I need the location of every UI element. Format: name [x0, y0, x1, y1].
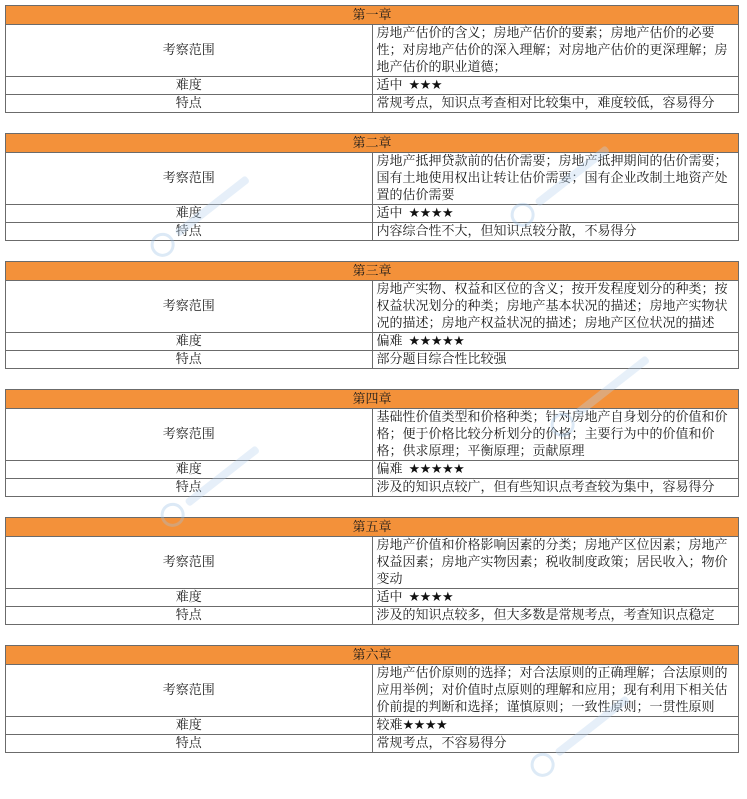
feature-value: 常规考点，不容易得分: [372, 735, 739, 753]
feature-value: 常规考点，知识点考查相对比较集中，难度较低，容易得分: [372, 95, 739, 113]
star-icon: ★: [408, 462, 420, 477]
difficulty-text: 偏难: [376, 334, 403, 349]
chapter-title: 第四章: [6, 390, 739, 409]
star-icon: ★: [441, 334, 454, 349]
feature-label: 特点: [6, 607, 373, 625]
difficulty-text: 较难: [376, 718, 403, 733]
difficulty-label: 难度: [6, 717, 373, 735]
feature-label: 特点: [6, 223, 373, 241]
star-icon: ★: [453, 462, 465, 477]
difficulty-label: 难度: [6, 205, 373, 223]
difficulty-value: [372, 77, 739, 95]
scope-value: 房地产价值和价格影响因素的分类；房地产区位因素；房地产权益因素；房地产实物因素；税收制度政策；居民收入；物价变动: [372, 537, 739, 589]
feature-label: 特点: [6, 735, 373, 753]
difficulty-text: 适中: [376, 590, 403, 605]
feature-value: 涉及的知识点较广，但有些知识点考查较为集中，容易得分: [372, 479, 739, 497]
scope-value: 房地产实物、权益和区位的含义；按开发程度划分的种类；按权益状况划分的种类；房地产基本状况的描述；房地产实物状况的描述；房地产权益状况的描述；房地产区位状况的描述: [372, 281, 739, 333]
scope-label: 考察范围: [6, 665, 373, 717]
chapter-title: 第五章: [6, 518, 739, 537]
star-icon: ★: [430, 206, 442, 221]
star-icon: ★: [441, 462, 454, 477]
feature-label: 特点: [6, 479, 373, 497]
star-icon: ★: [430, 334, 442, 349]
star-icon: ★: [413, 718, 425, 733]
difficulty-stars: [403, 718, 448, 733]
scope-label: 考察范围: [6, 153, 373, 205]
chapter-title: 第六章: [6, 646, 739, 665]
star-icon: ★: [408, 206, 420, 221]
difficulty-stars: [409, 206, 454, 221]
star-icon: ★: [419, 590, 431, 605]
scope-label: 考察范围: [6, 537, 373, 589]
difficulty-stars: [409, 78, 442, 93]
star-icon: ★: [419, 334, 431, 349]
star-icon: ★: [408, 78, 420, 93]
star-icon: ★: [408, 590, 420, 605]
chapter-table: [5, 389, 739, 497]
feature-label: 特点: [6, 95, 373, 113]
feature-label: 特点: [6, 351, 373, 369]
chapter-title: 第二章: [6, 134, 739, 153]
difficulty-text: 适中: [376, 206, 403, 221]
scope-value: 房地产估价的含义；房地产估价的要素；房地产估价的必要性；对房地产估价的深入理解；对房地产估价的更深理解；房地产估价的职业道德；: [372, 25, 739, 77]
feature-value: 部分题目综合性比较强: [372, 351, 739, 369]
scope-label: 考察范围: [6, 281, 373, 333]
star-icon: ★: [441, 590, 454, 605]
chapter-table: [5, 517, 739, 625]
chapter-table: [5, 645, 739, 753]
difficulty-label: 难度: [6, 333, 373, 351]
difficulty-value: [372, 333, 739, 351]
chapter-table: [5, 133, 739, 241]
star-icon: ★: [419, 206, 431, 221]
star-icon: ★: [419, 462, 431, 477]
feature-value: 涉及的知识点较多，但大多数是常规考点，考查知识点稳定: [372, 607, 739, 625]
chapter-title: 第一章: [6, 6, 739, 25]
difficulty-label: 难度: [6, 461, 373, 479]
scope-label: 考察范围: [6, 25, 373, 77]
difficulty-value: [372, 717, 739, 735]
feature-value: 内容综合性不大，但知识点较分散，不易得分: [372, 223, 739, 241]
difficulty-stars: [409, 590, 454, 605]
star-icon: ★: [435, 718, 448, 733]
difficulty-label: 难度: [6, 589, 373, 607]
star-icon: ★: [402, 718, 414, 733]
chapter-tables: [5, 5, 739, 773]
difficulty-stars: [409, 334, 465, 349]
difficulty-text: 偏难: [376, 462, 403, 477]
star-icon: ★: [424, 718, 436, 733]
difficulty-value: [372, 205, 739, 223]
star-icon: ★: [430, 78, 442, 93]
scope-value: 房地产抵押贷款前的估价需要；房地产抵押期间的估价需要；国有土地使用权出让转让估价需要；国有企业改制土地资产处置的估价需要: [372, 153, 739, 205]
difficulty-value: [372, 589, 739, 607]
difficulty-label: 难度: [6, 77, 373, 95]
difficulty-stars: [409, 462, 465, 477]
star-icon: ★: [453, 334, 465, 349]
star-icon: ★: [430, 590, 442, 605]
scope-value: 基础性价值类型和价格种类；针对房地产自身划分的价值和价格；便于价格比较分析划分的价格；主要行为中的价值和价格；供求原理；平衡原理；贡献原理: [372, 409, 739, 461]
star-icon: ★: [430, 462, 442, 477]
scope-label: 考察范围: [6, 409, 373, 461]
scope-value: 房地产估价原则的选择；对合法原则的正确理解；合法原则的应用举例；对价值时点原则的理解和应用；现有利用下相关估价前提的判断和选择；谨慎原则；一致性原则；一贯性原则: [372, 665, 739, 717]
chapter-table: [5, 261, 739, 369]
star-icon: ★: [419, 78, 431, 93]
difficulty-value: [372, 461, 739, 479]
star-icon: ★: [408, 334, 420, 349]
difficulty-text: 适中: [376, 78, 403, 93]
star-icon: ★: [441, 206, 454, 221]
chapter-title: 第三章: [6, 262, 739, 281]
chapter-table: [5, 5, 739, 113]
